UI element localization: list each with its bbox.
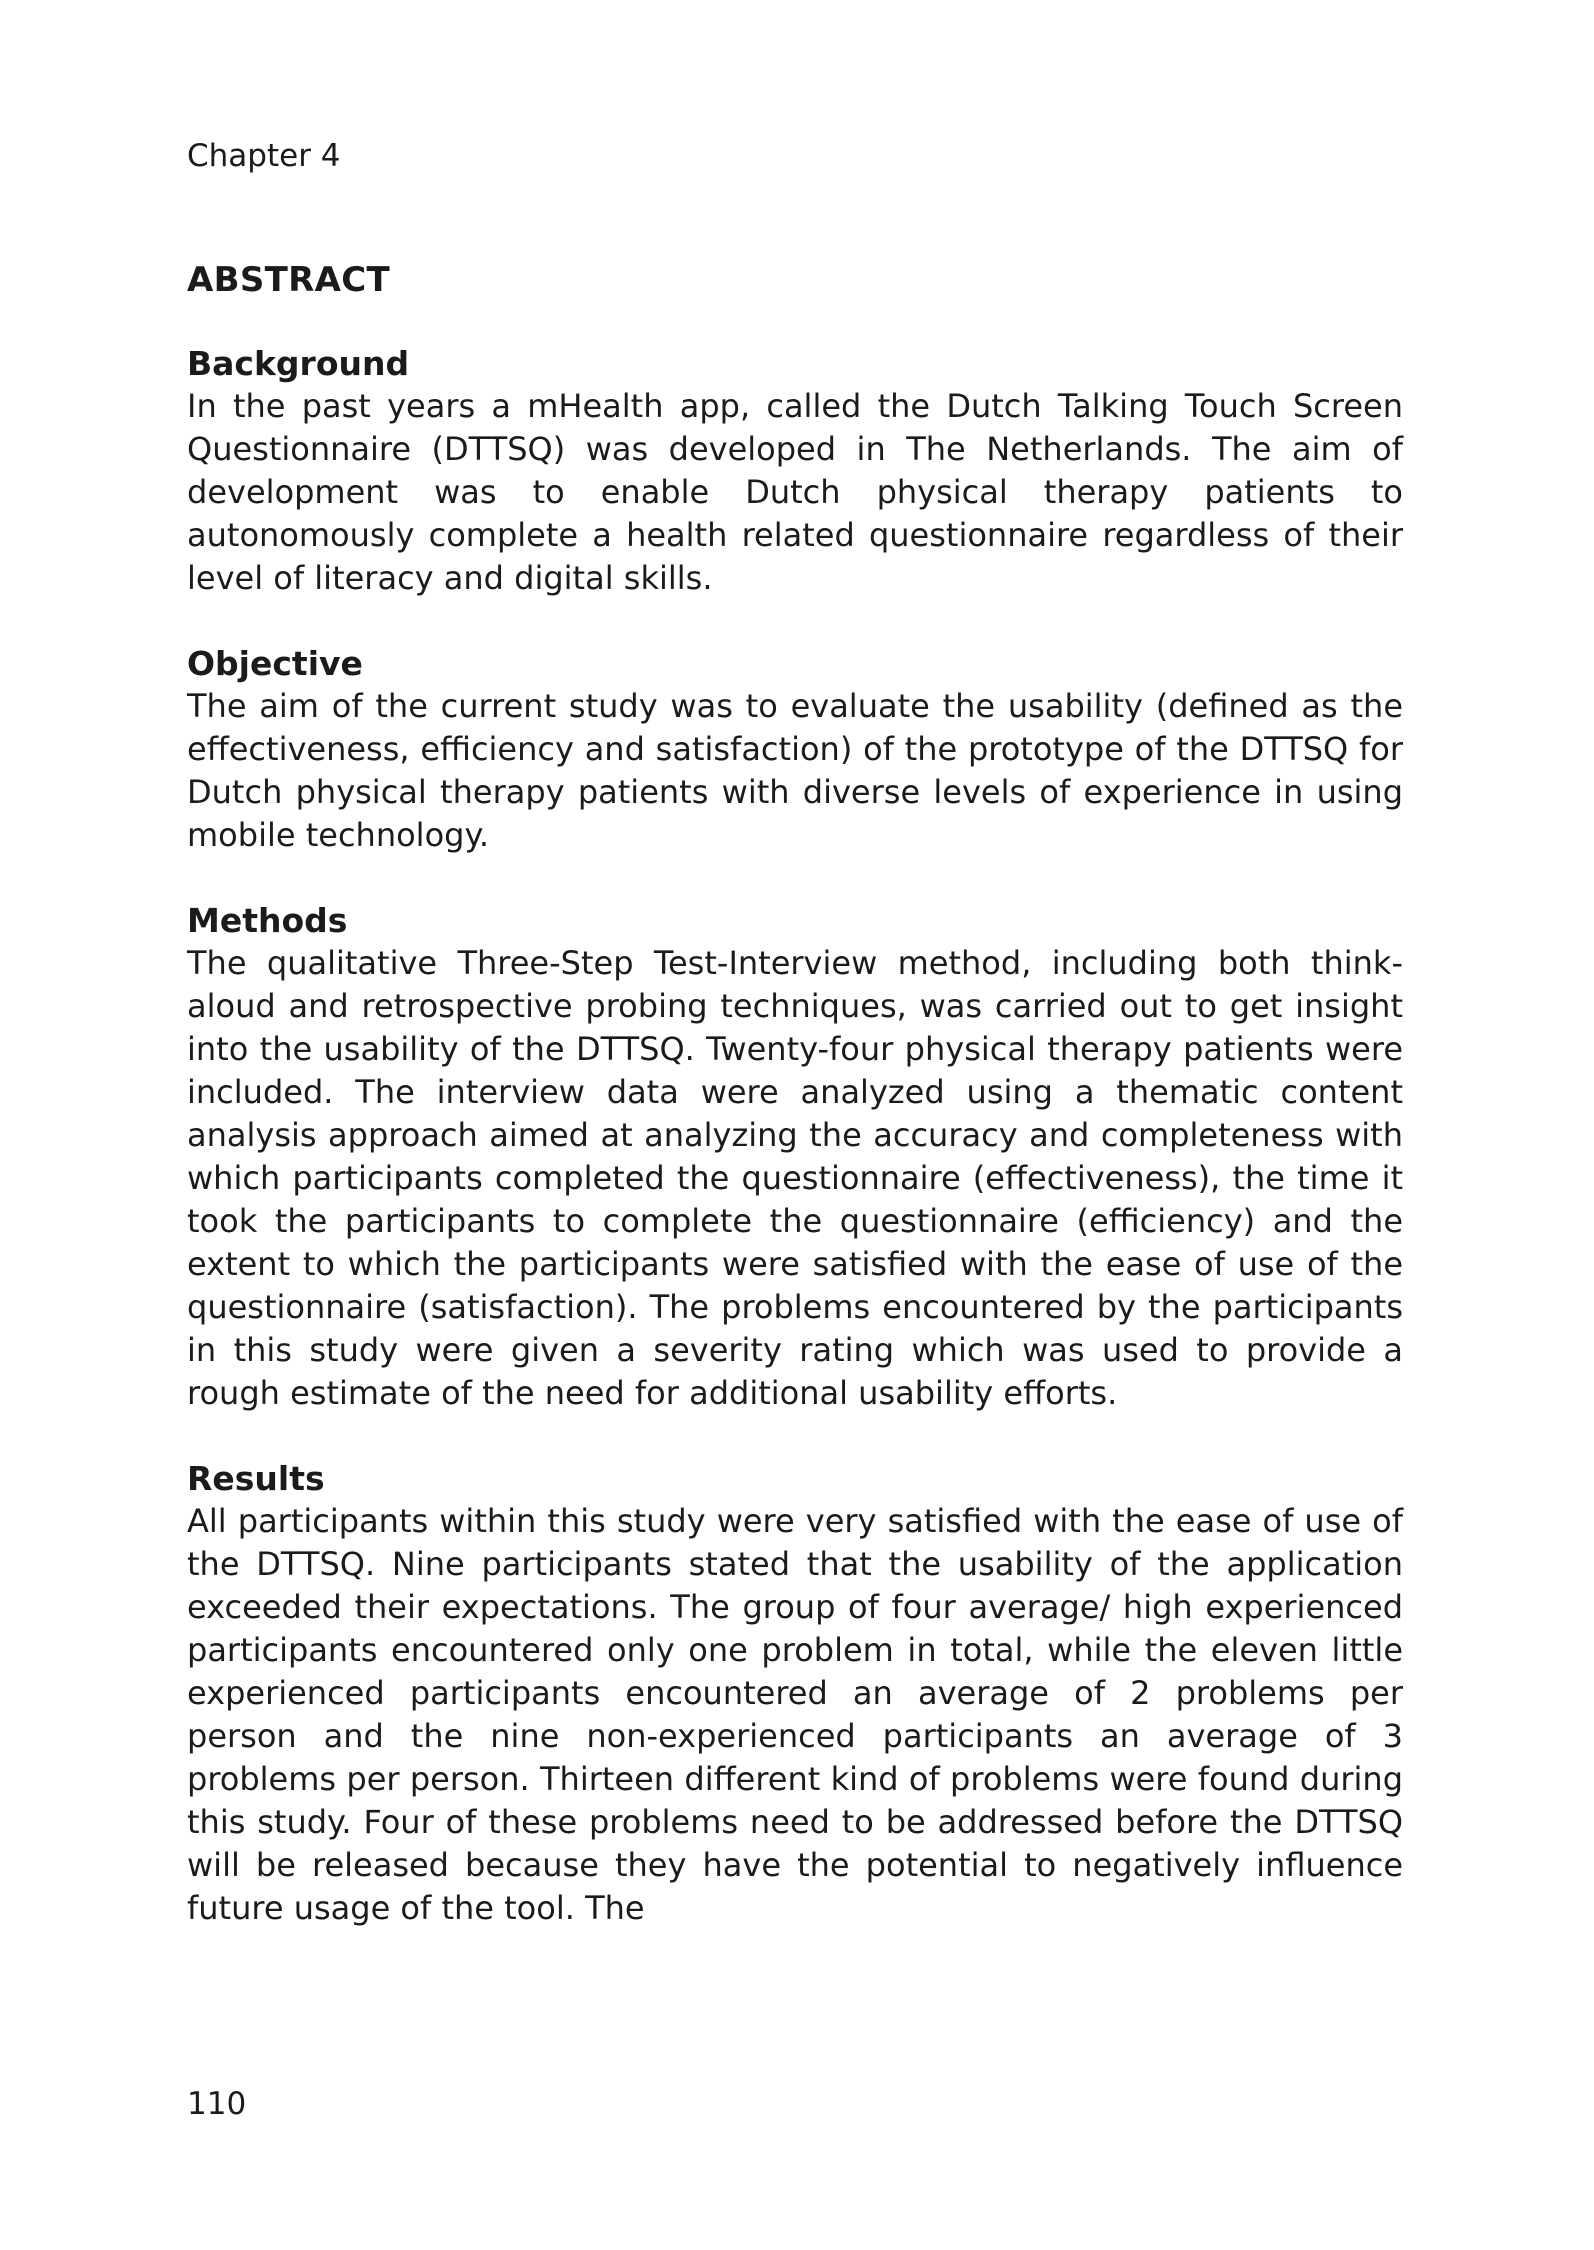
- abstract-content: [187, 258, 1403, 1972]
- chapter-running-head: Chapter 4: [187, 138, 341, 174]
- section-body-methods: The qualitative Three-Step Test-Interview method, including both think-aloud and retrospective probing techniques, was carried out to get insight into the usability of the DTTSQ. Twenty-four physical therapy patients were included. The interview data were analyzed using a thematic content analysis approach aimed at analyzing the accuracy and completeness with which participants completed the questionnaire (effectiveness), the time it took the participants to complete the questionnaire (efficiency) and the extent to which the participants were satisfied with the ease of use of the questionnaire (satisfaction). The problems encountered by the participants in this study were given a severity rating which was used to provide a rough estimate of the need for additional usability efforts.: [187, 944, 1403, 1412]
- section-results: [187, 1457, 1403, 1930]
- section-objective: [187, 642, 1403, 857]
- section-background: [187, 342, 1403, 600]
- section-methods: [187, 899, 1403, 1415]
- section-heading-objective: Objective: [187, 644, 363, 683]
- section-body-results: All participants within this study were very satisfied with the ease of use of the DTTSQ. Nine participants stated that the usability of the application exceeded their expectations. The group of four average/ high experienced participants encountered only one problem in total, while the eleven little experienced participants encountered an average of 2 problems per person and the nine non-experienced participants an average of 3 problems per person. Thirteen different kind of problems were found during this study. Four of these problems need to be addressed before the DTTSQ will be released because they have the potential to negatively influence future usage of the tool. The: [187, 1502, 1403, 1927]
- page-number: 110: [187, 2086, 247, 2122]
- section-heading-background: Background: [187, 344, 410, 383]
- section-heading-methods: Methods: [187, 901, 348, 940]
- section-heading-results: Results: [187, 1459, 325, 1498]
- section-body-background: In the past years a mHealth app, called the Dutch Talking Touch Screen Questionnaire (DTTSQ) was developed in The Netherlands. The aim of development was to enable Dutch physical therapy patients to autonomously complete a health related questionnaire regardless of their level of literacy and digital skills.: [187, 387, 1403, 597]
- abstract-title: ABSTRACT: [187, 260, 390, 300]
- section-body-objective: The aim of the current study was to evaluate the usability (defined as the effectiveness, efficiency and satisfaction) of the prototype of the DTTSQ for Dutch physical therapy patients with diverse levels of experience in using mobile technology.: [187, 687, 1403, 854]
